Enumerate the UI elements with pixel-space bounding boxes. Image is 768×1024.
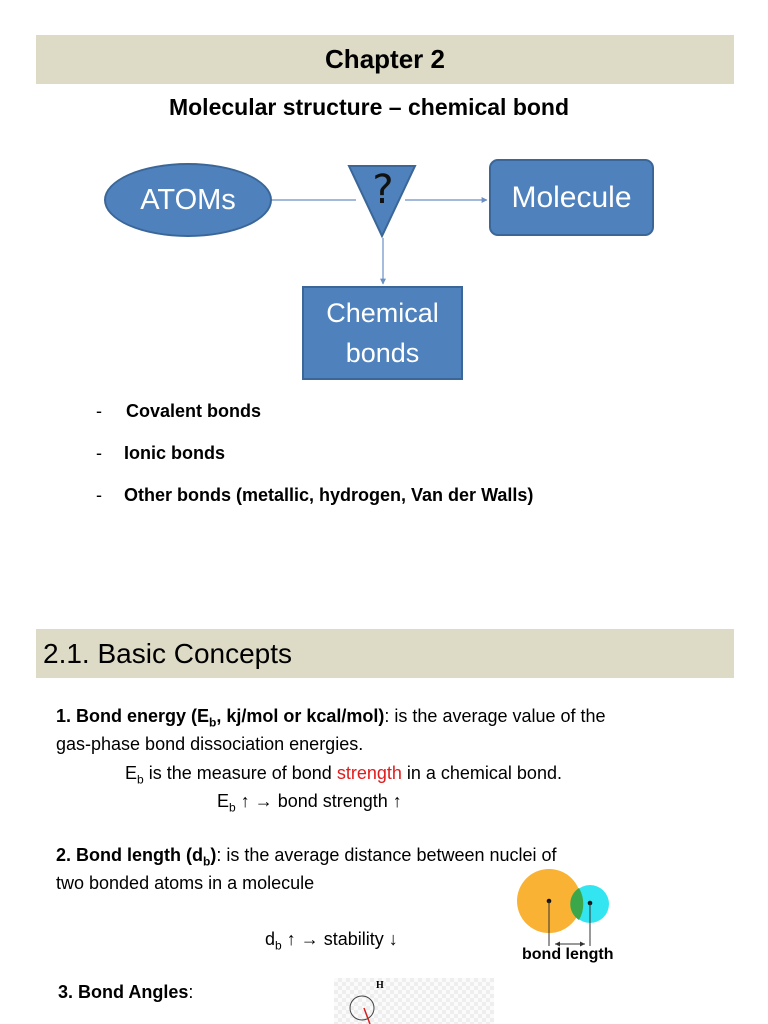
list-dash: - — [96, 443, 102, 463]
list-dash: - — [96, 485, 102, 505]
bond-energy-label: 1. Bond energy ($E_b$, kj/mol or kcal/mol) — [56, 706, 385, 730]
bond-angle-sketch — [334, 978, 494, 1024]
bond-length-label: 2. Bond length $(d_b)$ — [56, 845, 217, 869]
section-title: 2.1. Basic Concepts — [43, 638, 293, 669]
chemical-bonds-node — [302, 286, 463, 380]
bond-energy-line2: gas-phase bond dissociation energies. — [56, 734, 364, 754]
page-subtitle: Molecular structure – chemical bond — [168, 94, 570, 120]
question-mark: ? — [372, 167, 394, 213]
strength-highlight: strength — [336, 763, 402, 783]
bond-energy-relation: $E_b$ ↑ → bond strength ↑ — [217, 791, 402, 815]
bond-energy-definition: 1. Bond energy ($E_b$, kj/mol or kcal/mol): is the average value of the — [56, 706, 606, 730]
atoms-node: ATOMs — [104, 163, 272, 237]
chemical-bonds-line1: Chemical — [326, 298, 439, 328]
list-item-text: Ionic bonds — [124, 443, 225, 463]
bond-length-relation: $d_b$ ↑ → stability ↓ — [265, 929, 398, 953]
list-dash: - — [96, 401, 102, 421]
list-item-text: Covalent bonds — [126, 401, 262, 421]
bond-length-figure — [505, 866, 625, 948]
chemical-bonds-line2: bonds — [345, 338, 420, 368]
bond-length-caption: bond length — [522, 946, 614, 963]
bond-angles-heading: 3. Bond Angles: — [58, 982, 194, 1002]
bond-angle-figure — [334, 978, 494, 1024]
hydrogen-label: H — [376, 980, 384, 991]
chapter-title: Chapter 2 — [325, 44, 445, 74]
bond-length-line2: two bonded atoms in a molecule — [56, 873, 315, 893]
bond-energy-measure: $E_b$ is the measure of bond strength in a chemical bond. — [125, 763, 562, 787]
molecule-node: Molecule — [489, 159, 654, 236]
list-item-text: Other bonds (metallic, hydrogen, Van der Walls) — [124, 485, 534, 505]
bond-length-definition: 2. Bond length $(d_b)$: is the average distance between nuclei of — [56, 845, 557, 869]
bond-angles-label: 3. Bond Angles — [58, 982, 189, 1002]
